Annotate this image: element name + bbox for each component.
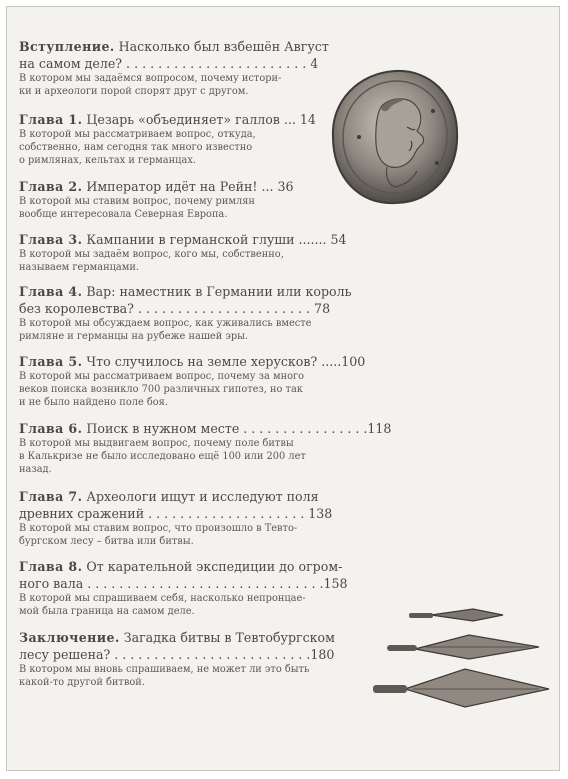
toc-label: Глава 7. <box>19 489 83 504</box>
toc-label: Заключение. <box>19 630 120 645</box>
toc-title-continued: на самом деле? . . . . . . . . . . . . . . . . . . . . . . . 4 <box>19 56 319 71</box>
toc-heading <box>19 488 559 522</box>
toc-label: Глава 8. <box>19 559 83 574</box>
toc-title: Кампании в германской глуши ....... 54 <box>86 232 347 247</box>
toc-heading <box>19 111 559 128</box>
toc-entry-chapter-2[interactable] <box>19 178 559 221</box>
toc-heading <box>19 231 559 248</box>
toc-title: Археологи ищут и исследуют поля <box>86 489 319 504</box>
toc-title: Император идёт на Рейн! ... 36 <box>86 179 294 194</box>
toc-title: Насколько был взбешён Август <box>118 39 329 54</box>
toc-title: От карательной экспедиции до огром- <box>86 559 343 574</box>
toc-heading <box>19 353 559 370</box>
book-page <box>6 6 560 771</box>
toc-label: Вступление. <box>19 39 115 54</box>
toc-title-continued: ного вала . . . . . . . . . . . . . . . . . . . . . . . . . . . . . .158 <box>19 576 348 591</box>
toc-entry-chapter-8[interactable] <box>19 558 559 618</box>
toc-description: В котором мы задаёмся вопросом, почему истори- ки и археологи порой спорят друг с другом. <box>19 73 282 98</box>
toc-title-continued: древних сражений . . . . . . . . . . . . . . . . . . . . 138 <box>19 506 333 521</box>
toc-entry-chapter-4[interactable] <box>19 283 559 343</box>
toc-entry-chapter-3[interactable] <box>19 231 559 274</box>
toc-entry-intro[interactable] <box>19 38 559 98</box>
toc-title: Загадка битвы в Тевтобургском <box>123 630 335 645</box>
toc-description: В которой мы обсуждаем вопрос, как уживались вместе римляне и германцы на рубеже нашей эры. <box>19 318 312 343</box>
toc-description: В которой мы рассматриваем вопрос, почему за много веков поиска возникло 700 различных гипотез, но так и не было найдено поле боя. <box>19 371 305 409</box>
toc-title: Вар: наместник в Германии или король <box>86 284 352 299</box>
toc-entry-chapter-1[interactable] <box>19 111 559 168</box>
toc-description: В которой мы задаём вопрос, кого мы, собственно, называем германцами. <box>19 249 284 274</box>
toc-title: Поиск в нужном месте . . . . . . . . . . . . . . . .118 <box>86 421 392 436</box>
toc-heading <box>19 558 559 592</box>
toc-label: Глава 4. <box>19 284 83 299</box>
toc-description: В которой мы выдвигаем вопрос, почему поле битвы в Калькризе не было исследовано ещё 100 или 200 лет назад. <box>19 438 306 476</box>
toc-entry-conclusion[interactable] <box>19 629 559 689</box>
toc-description: В которой мы ставим вопрос, почему римлян вообще интересовала Северная Европа. <box>19 196 255 221</box>
toc-heading <box>19 629 559 663</box>
toc-heading <box>19 38 559 72</box>
toc-label: Глава 3. <box>19 232 83 247</box>
toc-heading <box>19 420 559 437</box>
toc-entry-chapter-7[interactable] <box>19 488 559 548</box>
toc-title-continued: без королевства? . . . . . . . . . . . . . . . . . . . . . . 78 <box>19 301 331 316</box>
toc-description: В которой мы спрашиваем себя, насколько непронцае- мой была граница на самом деле. <box>19 593 306 618</box>
toc-description: В которой мы рассматриваем вопрос, откуда, собственно, нам сегодня так много известно о римлянах, кельтах и германцах. <box>19 129 256 167</box>
toc-entry-chapter-5[interactable] <box>19 353 559 410</box>
toc-label: Глава 1. <box>19 112 83 127</box>
toc-heading <box>19 178 559 195</box>
toc-description: В котором мы вновь спрашиваем, не может ли это быть какой-то другой битвой. <box>19 664 310 689</box>
toc-heading <box>19 283 559 317</box>
toc-label: Глава 6. <box>19 421 83 436</box>
toc-entry-chapter-6[interactable] <box>19 420 559 477</box>
toc-title: Цезарь «объединяет» галлов ... 14 <box>86 112 316 127</box>
toc-label: Глава 5. <box>19 354 83 369</box>
toc-title-continued: лесу решена? . . . . . . . . . . . . . . . . . . . . . . . . .180 <box>19 647 335 662</box>
toc-description: В которой мы ставим вопрос, что произошло в Тевто- бургском лесу – битва или битвы. <box>19 523 298 548</box>
toc-title: Что случилось на земле херусков? .....100 <box>86 354 366 369</box>
toc-label: Глава 2. <box>19 179 83 194</box>
